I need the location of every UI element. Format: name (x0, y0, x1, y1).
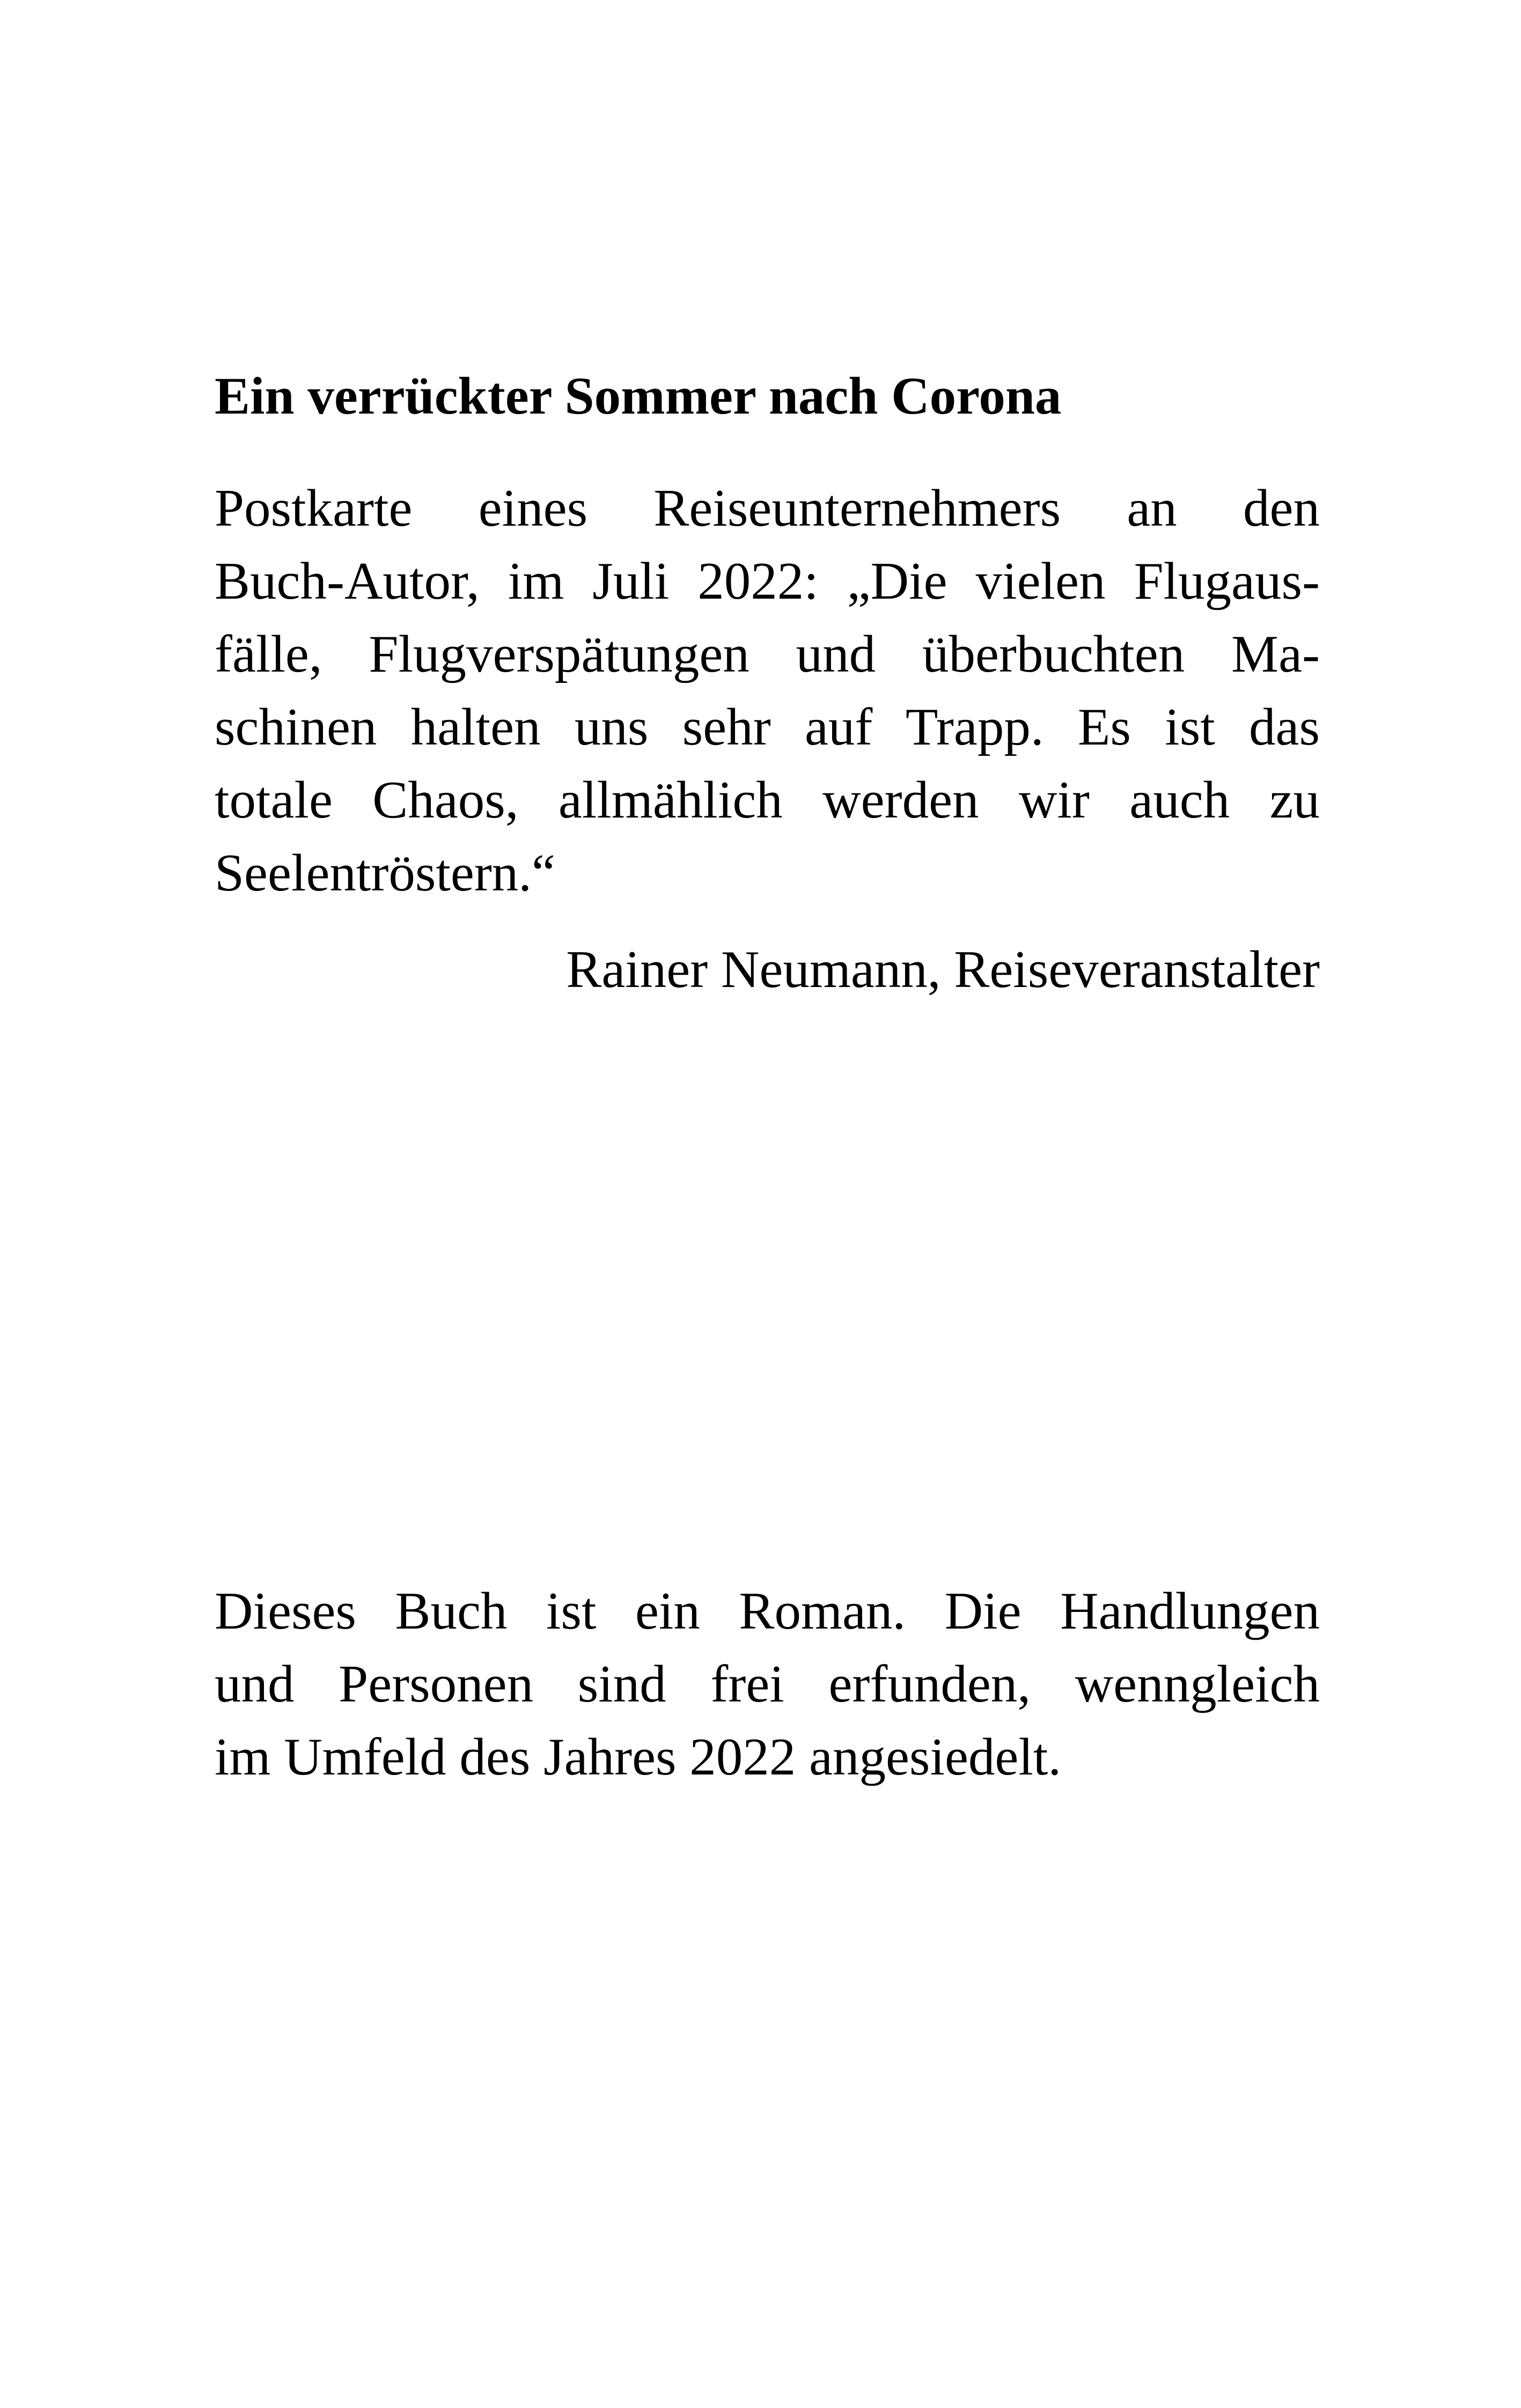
quote-line: Postkarte eines Reiseunternehmers an den (215, 479, 1320, 537)
quote-line: Seelentröstern.“ (215, 844, 555, 902)
quote-line: fälle, Flugverspätungen und überbuchten Ma- (215, 625, 1320, 683)
fiction-disclaimer (215, 1575, 1320, 1794)
page-heading: Ein verrückter Sommer nach Corona (215, 367, 1062, 425)
quote-attribution: Rainer Neumann, Reiseveranstalter (566, 940, 1320, 999)
disclaimer-line: im Umfeld des Jahres 2022 angesiedelt. (215, 1728, 1062, 1786)
quote-line: Buch-Autor, im Juli 2022: „Die vielen Flugaus- (215, 552, 1320, 610)
quote-paragraph (215, 472, 1320, 910)
disclaimer-line: und Personen sind frei erfunden, wenngleich (215, 1655, 1320, 1713)
disclaimer-line: Dieses Buch ist ein Roman. Die Handlungen (215, 1582, 1320, 1640)
quote-line: totale Chaos, allmählich werden wir auch zu (215, 771, 1320, 829)
quote-line: schinen halten uns sehr auf Trapp. Es ist das (215, 698, 1320, 756)
